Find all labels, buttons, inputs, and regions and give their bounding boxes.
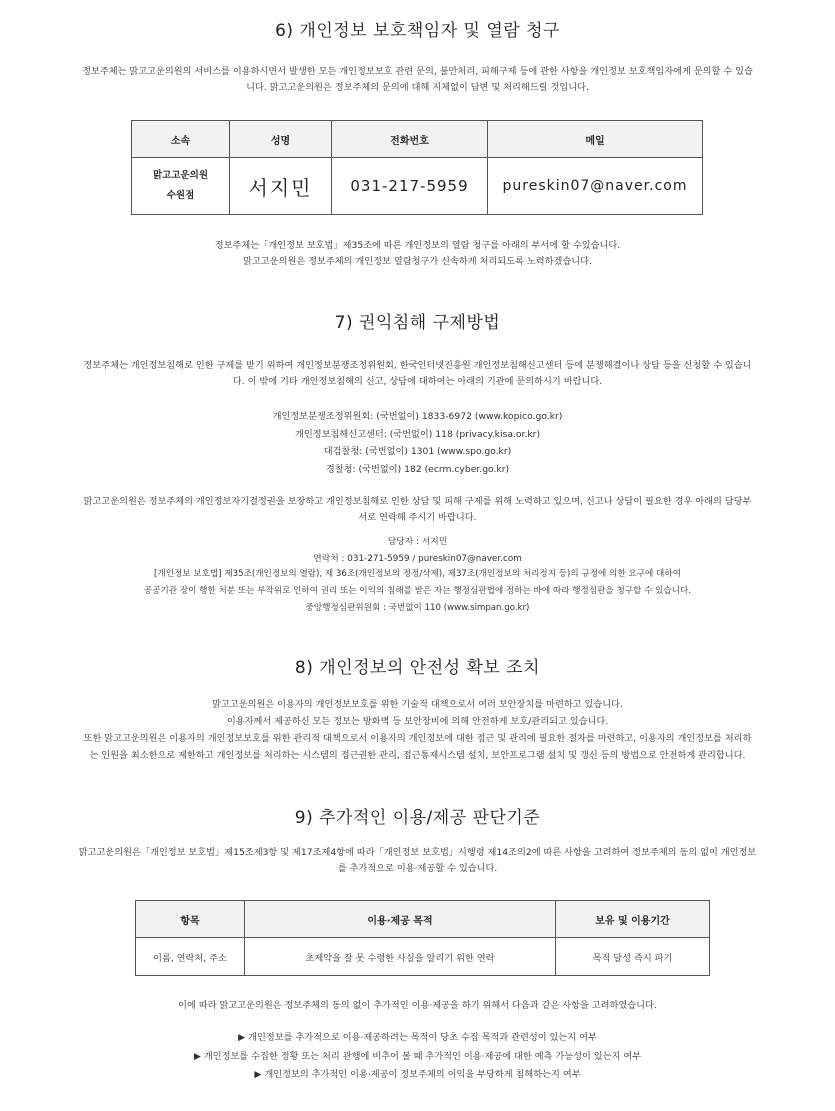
law-block: [40, 566, 795, 617]
section-7-intro-line: 다. 이 밖에 기타 개인정보침해의 신고, 상담에 대하여는 아래의 기관에 문의하시기 바랍니다.: [232, 376, 603, 387]
section-6-intro: [40, 64, 795, 96]
section-8-line: 또한 맑고고운의원은 이용자의 개인정보보호를 위한 관리적 대책으로서 이용자의 개인정보에 대한 접근 및 관리에 필요한 절차를 마련하고, 이용자의 개인정보를 처리하: [83, 733, 752, 744]
law-line: 중앙행정심판위원회 : 국번없이 110 (www.simpan.go.kr): [305, 603, 530, 613]
table-header-row: [136, 901, 710, 938]
section-8-line: 맑고고운의원은 이용자의 개인정보보호를 위한 기술적 대책으로서 여러 보안장치를 마련하고 있습니다.: [212, 699, 623, 710]
section-9-intro: [40, 845, 795, 877]
agency-item: 대검찰청: (국번없이) 1301 (www.spo.go.kr): [323, 446, 512, 457]
column-header: 전화번호: [332, 121, 488, 158]
table-cell: 목적 달성 즉시 파기: [556, 938, 710, 976]
column-header: 보유 및 이용기간: [556, 901, 710, 938]
section-6-after-line: 정보주체는「개인정보 보호법」제35조에 따른 개인정보의 열람 청구를 아래의 부서에 할 수있습니다.: [214, 240, 621, 251]
agency-item: 경찰청: (국번없이) 182 (ecrm.cyber.go.kr): [325, 463, 510, 475]
column-header: 메일: [488, 121, 703, 158]
privacy-officer-table: [131, 120, 703, 215]
law-line: [개인정보 보호법] 제35조(개인정보의 열람), 제 36조(개인정보의 정정/삭제), 제37조(개인정보의 처리정지 등)의 규정에 의한 요구에 대하여: [154, 569, 681, 579]
section-6-heading: 6) 개인정보 보호책임자 및 열람 청구: [275, 21, 560, 41]
section-8-line: 는 인원을 최소한으로 제한하고 개인정보를 처리하는 시스템의 접근권한 관리, 접근통제시스템 설치, 보안프로그램 설치 및 갱신 등의 방법으로 안전하게 관리합니다.: [89, 750, 746, 761]
consideration-item: ▶ 개인정보의 추가적인 이용·제공이 정보주체의 이익을 부당하게 침해하는지 여부: [254, 1069, 581, 1080]
additional-use-table: [135, 900, 710, 976]
consideration-item: ▶ 개인정보를 추가적으로 이용·제공하려는 목적이 당초 수집 목적과 관련성이 있는지 여부: [238, 1032, 597, 1043]
agency-list: [40, 408, 795, 478]
section-7-guarantee: [40, 494, 795, 526]
section-6-after: [40, 238, 795, 270]
section-7-intro: [40, 358, 795, 390]
law-line: 공공기관 장이 행한 처분 또는 부작위로 인하여 권리 또는 이익의 침해를 받은 자는 행정심판법에 정하는 바에 따라 행정심판을 청구할 수 있습니다.: [143, 586, 692, 596]
section-7-intro-line: 정보주체는 개인정보침해로 인한 구제를 받기 위하여 개인정보분쟁조정위원회, 한국인터넷진흥원 개인정보침해신고센터 등에 분쟁해결이나 상담 등을 신청할 수 있습니: [83, 360, 752, 371]
section-8-body: [40, 696, 795, 764]
officer-org-cell: [132, 158, 230, 215]
section-6-after-line: 맑고고운의원은 정보주체의 개인정보 열람청구가 신속하게 처리되도록 노력하겠습니다.: [243, 256, 592, 267]
table-cell: 이름, 연락처, 주소: [136, 938, 245, 976]
officer-email-cell: pureskin07@naver.com: [488, 158, 703, 215]
section-9-after: 이에 따라 맑고고운의원은 정보주체의 동의 없이 추가적인 이용·제공을 하기 위해서 다음과 같은 사항을 고려하였습니다.: [178, 1000, 657, 1011]
officer-org-name: 맑고고운의원: [152, 170, 209, 181]
officer-name-cell: 서지민: [230, 158, 332, 215]
section-8-line: 이용자께서 제공하신 모든 정보는 방화벽 등 보안장비에 의해 안전하게 보호/관리되고 있습니다.: [226, 716, 609, 727]
agency-item: 개인정보분쟁조정위원회: (국번없이) 1833-6972 (www.kopico.go.kr): [272, 411, 563, 422]
section-9-intro-line: 를 추가적으로 이용·제공할 수 있습니다.: [337, 863, 498, 874]
officer-phone-cell: 031-217-5959: [332, 158, 488, 215]
table-cell: 초제약을 잘 못 수령한 사실을 알리기 위한 연락: [245, 938, 556, 976]
officer-org-branch: 수원점: [166, 190, 195, 201]
section-7-heading: 7) 권익침해 구제방법: [334, 313, 501, 333]
contact-block: [40, 534, 795, 568]
section-6-intro-line: 정보주체는 맑고고운의원의 서비스를 이용하시면서 발생한 모든 개인정보보호 관련 문의, 불만처리, 피해구제 등에 관한 사항을 개인정보 보호책임자에게 문의할 수 있습: [82, 66, 753, 77]
section-8-heading: 8) 개인정보의 안전성 확보 조치: [294, 658, 541, 678]
table-row: [132, 158, 703, 215]
consideration-list: [40, 1029, 795, 1085]
column-header: 이용·제공 목적: [245, 901, 556, 938]
agency-item: 개인정보침해신고센터: (국번없이) 118 (privacy.kisa.or.kr): [294, 428, 541, 440]
column-header: 항목: [136, 901, 245, 938]
consideration-item: ▶ 개인정보를 수집한 정황 또는 처리 관행에 비추어 볼 때 추가적인 이용·제공에 대한 예측 가능성이 있는지 여부: [193, 1050, 642, 1062]
section-6-intro-line: 니다. 맑고고운의원은 정보주체의 문의에 대해 지체없이 답변 및 처리해드릴 것입니다.: [246, 82, 589, 93]
column-header: 소속: [132, 121, 230, 158]
column-header: 성명: [230, 121, 332, 158]
table-row: [136, 938, 710, 976]
section-9-heading: 9) 추가적인 이용/제공 판단기준: [294, 808, 541, 828]
contact-info: 연락처 : 031-271-5959 / pureskin07@naver.com: [313, 554, 522, 564]
section-7-guarantee-line: 맑고고운의원은 정보주체의 개인정보자기결정권을 보장하고 개인정보침해로 인한 상담 및 피해 구제를 위해 노력하고 있으며, 신고나 상담이 필요한 경우 아래의 담당부: [83, 496, 752, 507]
table-header-row: [132, 121, 703, 158]
section-7-guarantee-line: 서로 연락해 주시기 바랍니다.: [358, 512, 477, 523]
section-9-intro-line: 맑고고운의원은「개인정보 보호법」제15조제3항 및 제17조제4항에 따라「개인정보 보호법」시행령 제14조의2에 따른 사항을 고려하여 정보주체의 동의 없이 개인정보: [78, 847, 757, 858]
contact-person: 담당자 : 서지민: [387, 537, 448, 547]
